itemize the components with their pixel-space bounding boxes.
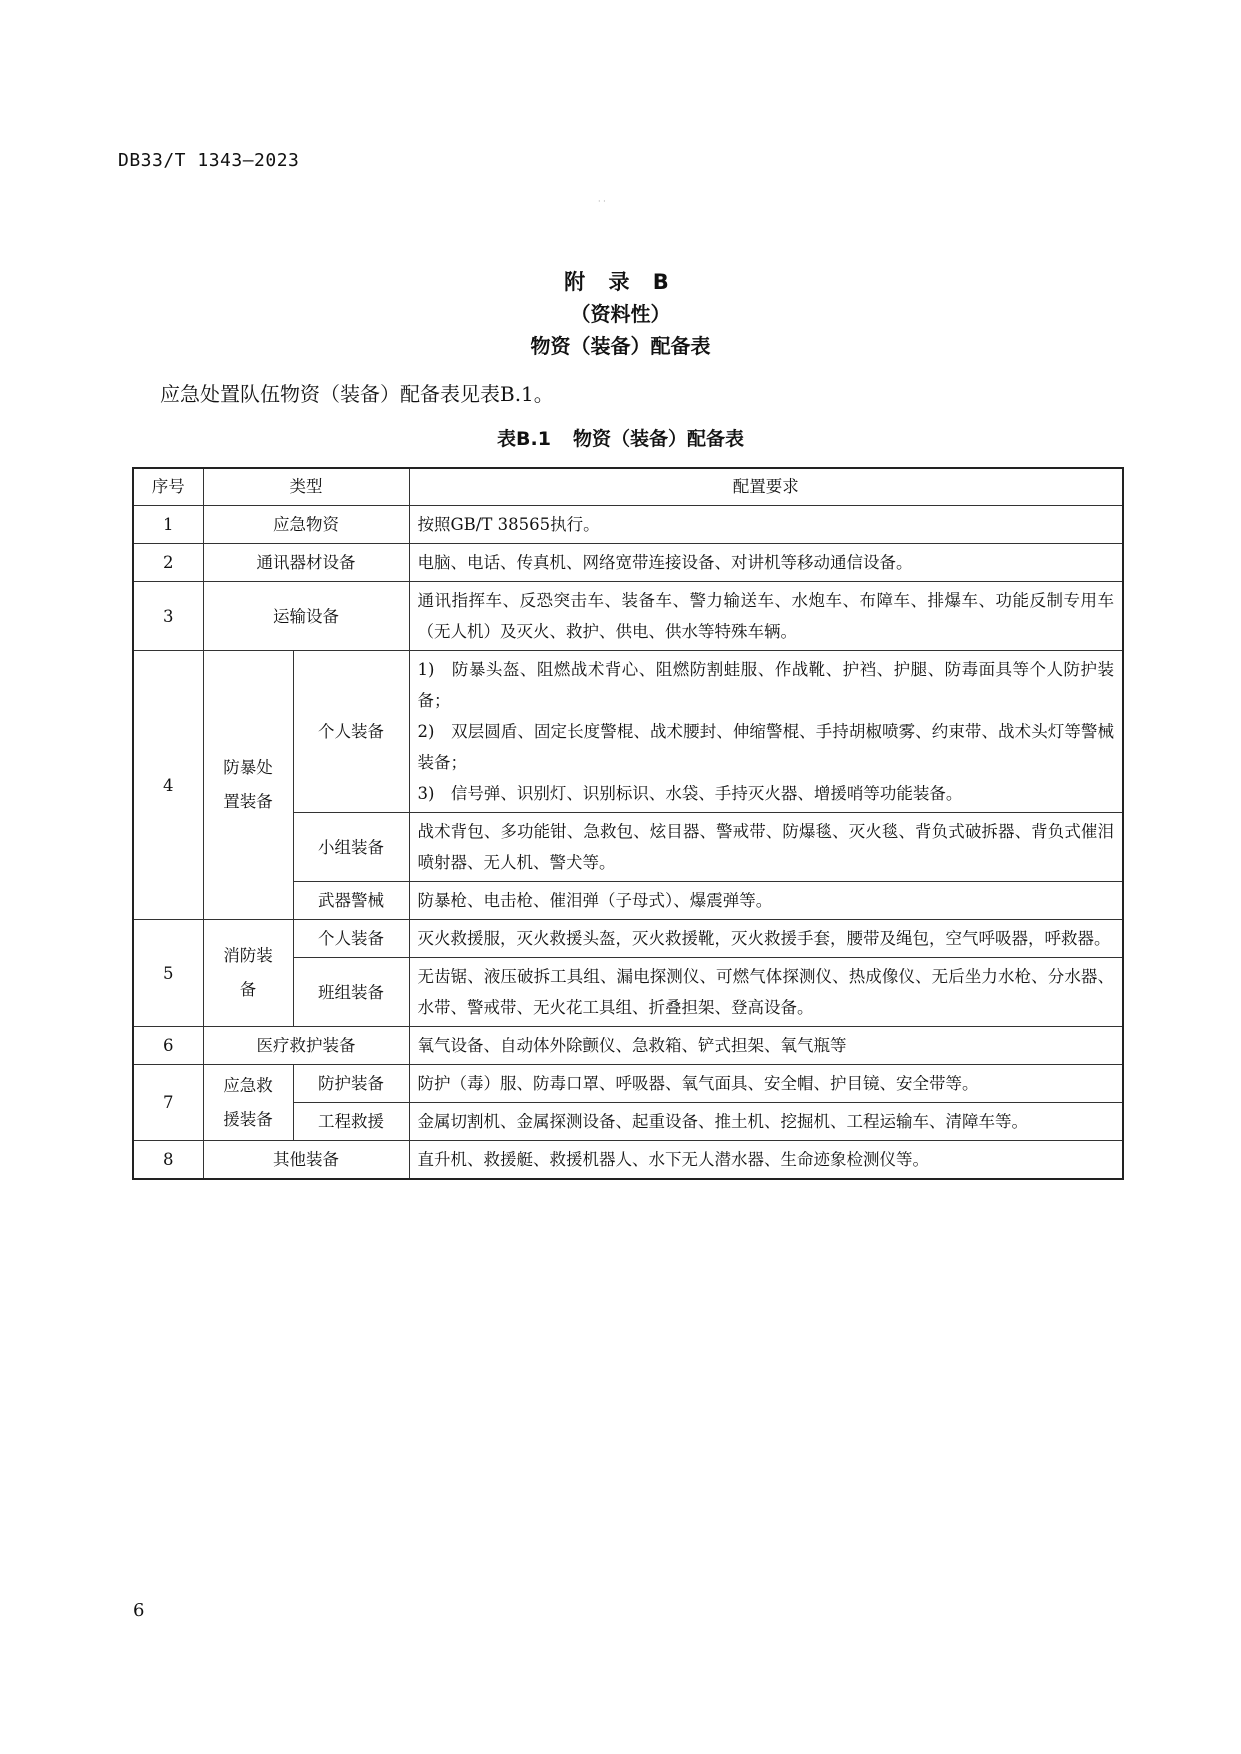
row-requirement: 直升机、救援艇、救援机器人、水下无人潜水器、生命迹象检测仪等。 (409, 1141, 1123, 1180)
table-row (133, 1065, 1123, 1103)
table-row (133, 1141, 1123, 1180)
row-subtype: 防护装备 (293, 1065, 409, 1103)
appendix-name: 物资（装备）配备表 (530, 334, 711, 358)
table-header-row (133, 468, 1123, 506)
requirement-item: 2) 双层圆盾、固定长度警棍、战术腰封、伸缩警棍、手持胡椒喷雾、约束带、战术头灯等警械装备； (417, 722, 1114, 772)
row-requirement: 金属切割机、金属探测设备、起重设备、推土机、挖掘机、工程运输车、清障车等。 (409, 1103, 1123, 1141)
row-type: 其他装备 (203, 1141, 409, 1180)
scan-speck: · · (598, 197, 606, 206)
row-subtype: 个人装备 (293, 651, 409, 813)
row-type: 医疗救护装备 (203, 1027, 409, 1065)
table-caption-title: 物资（装备）配备表 (572, 428, 744, 450)
category-label: 消防装备 (223, 946, 273, 999)
row-requirement: 灭火救援服，灭火救援头盔，灭火救援靴，灭火救援手套，腰带及绳包，空气呼吸器，呼救器。 (409, 920, 1123, 958)
requirement-item: 1) 防暴头盔、阻燃战术背心、阻燃防割蛙服、作战靴、护裆、护腿、防毒面具等个人防护装备； (417, 660, 1114, 710)
row-requirement: 防护（毒）服、防毒口罩、呼吸器、氧气面具、安全帽、护目镜、安全带等。 (409, 1065, 1123, 1103)
table-row (133, 582, 1123, 651)
row-subtype: 工程救援 (293, 1103, 409, 1141)
equipment-table (132, 467, 1124, 1180)
category-label: 应急救援装备 (223, 1075, 273, 1129)
row-requirement: 按照GB/T 38565执行。 (409, 506, 1123, 544)
row-requirement: 战术背包、多功能钳、急救包、炫目器、警戒带、防爆毯、灭火毯、背负式破拆器、背负式催泪喷射器、无人机、警犬等。 (409, 813, 1123, 882)
row-requirement: 电脑、电话、传真机、网络宽带连接设备、对讲机等移动通信设备。 (409, 544, 1123, 582)
header-no: 序号 (133, 468, 203, 506)
header-type: 类型 (203, 468, 409, 506)
appendix-title: 附 录 B (564, 270, 677, 294)
row-subtype: 小组装备 (293, 813, 409, 882)
table-row (133, 506, 1123, 544)
requirement-item: 3) 信号弹、识别灯、识别标识、水袋、手持灭火器、增援哨等功能装备。 (417, 784, 963, 803)
intro-paragraph: 应急处置队伍物资（装备）配备表见表B.1。 (160, 382, 554, 406)
table-row (133, 544, 1123, 582)
table-row (133, 1027, 1123, 1065)
row-subtype: 班组装备 (293, 958, 409, 1027)
row-no: 7 (133, 1065, 203, 1141)
table-row (133, 920, 1123, 958)
appendix-nature: （资料性） (570, 302, 671, 326)
row-no: 3 (133, 582, 203, 651)
row-requirement: 防暴枪、电击枪、催泪弹（子母式）、爆震弹等。 (409, 882, 1123, 920)
table-row (133, 651, 1123, 813)
page-number: 6 (133, 1600, 145, 1621)
category-label: 防暴处置装备 (223, 758, 273, 811)
table-caption-number: 表B.1 (497, 428, 551, 450)
row-type: 应急物资 (203, 506, 409, 544)
row-category (203, 651, 293, 920)
document-code: DB33/T 1343—2023 (118, 150, 300, 171)
row-requirement: 氧气设备、自动体外除颤仪、急救箱、铲式担架、氧气瓶等 (409, 1027, 1123, 1065)
row-no: 2 (133, 544, 203, 582)
row-requirement: 无齿锯、液压破拆工具组、漏电探测仪、可燃气体探测仪、热成像仪、无后坐力水枪、分水器、水带、警戒带、无火花工具组、折叠担架、登高设备。 (409, 958, 1123, 1027)
row-no: 8 (133, 1141, 203, 1180)
row-no: 6 (133, 1027, 203, 1065)
row-subtype: 个人装备 (293, 920, 409, 958)
row-requirement: 通讯指挥车、反恐突击车、装备车、警力输送车、水炮车、布障车、排爆车、功能反制专用车（无人机）及灭火、救护、供电、供水等特殊车辆。 (409, 582, 1123, 651)
row-category (203, 1065, 293, 1141)
row-no: 1 (133, 506, 203, 544)
row-subtype: 武器警械 (293, 882, 409, 920)
row-no: 5 (133, 920, 203, 1027)
row-requirement (409, 651, 1123, 813)
row-category (203, 920, 293, 1027)
row-type: 运输设备 (203, 582, 409, 651)
row-type: 通讯器材设备 (203, 544, 409, 582)
row-no: 4 (133, 651, 203, 920)
table-caption (0, 424, 1241, 451)
header-requirement: 配置要求 (409, 468, 1123, 506)
